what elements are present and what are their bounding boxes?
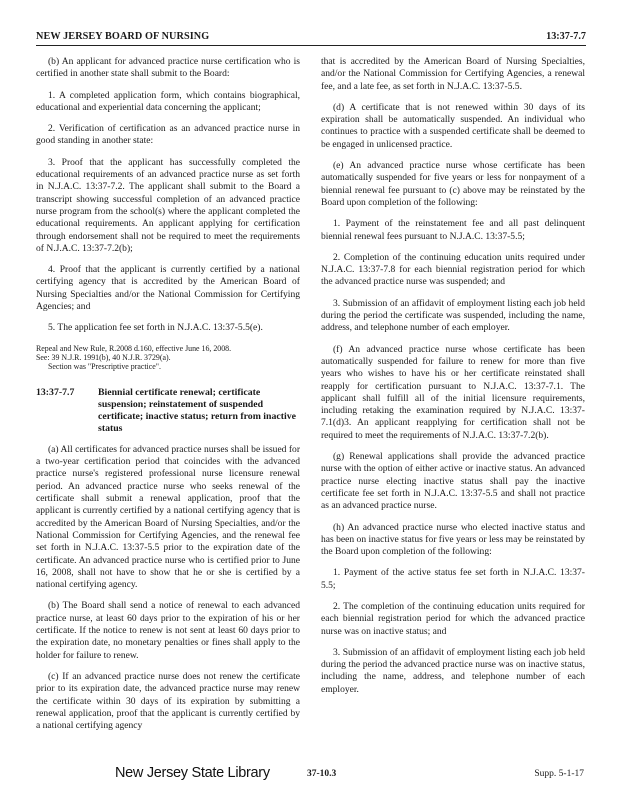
history-note (36, 344, 300, 372)
paragraph-e: (e) An advanced practice nurse whose certificate has been automatically suspended for five years or less for nonpayment of a biennial renewal fee pursuant to (c) above may be reinstated by the Board upon completion of the following: (321, 160, 585, 208)
running-header (36, 29, 586, 46)
paragraph-h-item-2: 2. The completion of the continuing education units required for each biennial registration period for which the advanced practice nurse was on inactive status; and (321, 600, 585, 637)
paragraph-h: (h) An advanced practice nurse who elected inactive status and has been on inactive status for five years or less may be reinstated by the Board upon completion of the following: (321, 521, 585, 558)
paragraph-b: (b) An applicant for advanced practice nurse certification who is certified in another state shall submit to the Board: (36, 56, 300, 80)
list-item-4: 4. Proof that the applicant is currently certified by a national certifying agency that is accredited by the American Board of Nursing Specialties and/or the National Commission for Certifying Agencies; and (36, 264, 300, 313)
paragraph-e-item-3: 3. Submission of an affidavit of employment listing each job held during the period the certificate was suspended, including the name, address, and telephone number of each employer. (321, 297, 585, 334)
header-section-number: 13:37-7.7 (546, 31, 586, 42)
library-watermark: New Jersey State Library (115, 765, 270, 781)
section-title: Biennial certificate renewal; certificate suspension; reinstatement of suspended certificate; inactive status; return from inactive status (98, 386, 296, 434)
list-item-1: 1. A completed application form, which contains biographical, educational and experiential data concerning the applicant; (36, 89, 300, 113)
list-item-3: 3. Proof that the applicant has successfully completed the educational requirements of an advanced practice nurse as set forth in N.J.A.C. 13:37-7.2. The applicant shall submit to the Board a transcript showing successful completion of an advanced practice nurse program from the school(s) where the applicant completed the educational requirements. An applicant applying for certification through endorsement shall not be required to meet the requirements of N.J.A.C. 13:37-7.2(b); (36, 156, 300, 254)
paragraph-c: (c) If an advanced practice nurse does not renew the certificate prior to its expiration date, the advanced practice nurse may renew the certificate within 30 days of its expiration by submitting a renewal application, proof that the applicant is currently certified by a national certifying agency (36, 670, 300, 732)
history-line-1: Repeal and New Rule, R.2008 d.160, effective June 16, 2008. (36, 343, 232, 353)
paragraph-h-item-1: 1. Payment of the active status fee set forth in N.J.A.C. 13:37-5.5; (321, 567, 585, 591)
paragraph-f: (f) An advanced practice nurse whose certificate has been automatically suspended for failure to renew for more than five years who wishes to have his or her certificate reinstated shall reapply for certification pursuant to N.J.A.C. 13:37-7.1. The applicant shall fulfill all of the initial licensure requirements, including retaking the examination required by N.J.A.C. 13:37-7.1(d)3. An applicant reapplying for certification shall not be required to meet the requirements of N.J.A.C. 13:37-7.2(b). (321, 343, 585, 441)
right-column (321, 56, 585, 705)
left-column (36, 56, 300, 741)
paragraph-e-item-1: 1. Payment of the reinstatement fee and all past delinquent biennial renewal fees pursuant to N.J.A.C. 13:37-5.5; (321, 218, 585, 242)
page-number: 37-10.3 (307, 769, 337, 779)
supplement-date: Supp. 5-1-17 (534, 769, 584, 779)
paragraph-g: (g) Renewal applications shall provide the advanced practice nurse with the option of either active or inactive status. An advanced practice nurse electing inactive status shall pay the inactive certificate fee set forth in N.J.A.C. 13:37-5.5 and shall not practice as an advanced practice nurse. (321, 451, 585, 512)
history-line-2: See: 39 N.J.R. 1991(b), 40 N.J.R. 3729(a). (36, 353, 171, 363)
header-title: NEW JERSEY BOARD OF NURSING (36, 31, 210, 42)
section-number: 13:37-7.7 (36, 386, 75, 398)
paragraph-a: (a) All certificates for advanced practice nurses shall be issued for a two-year certification period that coincides with the advanced practice nurse's registered professional nurse licensure renewal period. An advanced practice nurse who seeks renewal of the certificate shall submit a renewal application, proof that the applicant is currently certified by a national certifying agency that is accredited by the American Board of Nursing Specialties, and/or the National Commission for Certifying Agencies, and the renewal fee set forth in N.J.A.C. 13:37-5.5 prior to the expiration date of the certificate. An advanced practice nurse who is certified prior to June 16, 2008, shall not have to show that he or she is certified by a national certifying agency. (36, 443, 300, 591)
paragraph-b-renewal: (b) The Board shall send a notice of renewal to each advanced practice nurse, at least 60 days prior to the expiration of his or her certificate. If the notice to renew is not sent at least 60 days prior to the expiration date, no monetary penalties or fines shall apply to the holder for failure to renew. (36, 600, 300, 661)
paragraph-c-continued: that is accredited by the American Board of Nursing Specialties, and/or the National Commission for Certifying Agencies, a renewal fee, and a late fee, as set forth in N.J.A.C. 13:37-5.5. (321, 56, 585, 92)
paragraph-h-item-3: 3. Submission of an affidavit of employment listing each job held during the period the advanced practice nurse was on inactive status, including the name, address, and telephone number of each employer. (321, 646, 585, 695)
paragraph-d: (d) A certificate that is not renewed within 30 days of its expiration shall be automatically suspended. An individual who continues to practice with a suspended certificate shall be deemed to be engaged in unlicensed practice. (321, 101, 585, 150)
list-item-5: 5. The application fee set forth in N.J.A.C. 13:37-5.5(e). (48, 322, 263, 334)
section-heading (36, 387, 300, 435)
list-item-2: 2. Verification of certification as an advanced practice nurse in good standing in another state: (36, 123, 300, 147)
paragraph-e-item-2: 2. Completion of the continuing education units required under N.J.A.C. 13:37-7.8 for each biennial registration period for which the advanced practice nurse was suspended; and (321, 251, 585, 288)
history-line-3: Section was "Prescriptive practice". (48, 362, 161, 372)
